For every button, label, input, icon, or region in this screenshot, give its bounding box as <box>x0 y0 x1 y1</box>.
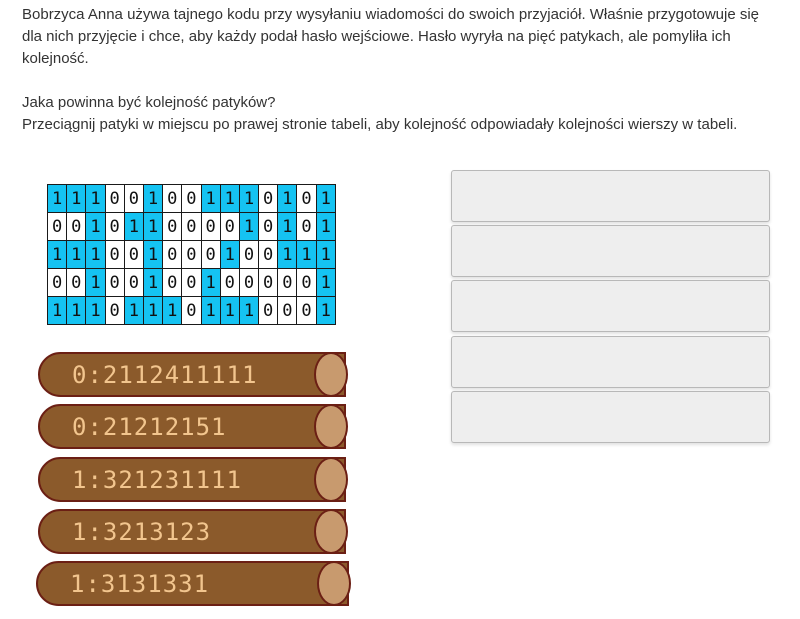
intro-text: Bobrzyca Anna używa tajnego kodu przy wysyłaniu wiadomości do swoich przyjaciół. Właśnie przygotowuje się dla nich przyjęcie i chce, aby każdy podał hasło wejściowe. Hasło wyryła na pięć patykach, ale pomyliła ich kolejność. <box>22 6 760 67</box>
grid-cell: 0 <box>105 213 124 241</box>
grid-cell: 1 <box>143 241 162 269</box>
drop-slot-3[interactable] <box>451 280 770 332</box>
binary-grid <box>47 184 336 325</box>
grid-cell: 0 <box>182 185 201 213</box>
grid-cell: 0 <box>297 185 316 213</box>
drop-slot-5[interactable] <box>451 391 770 443</box>
stick-label: 0:2112411111 <box>72 360 258 389</box>
stick-end <box>314 509 348 554</box>
grid-cell: 0 <box>239 241 258 269</box>
grid-cell: 0 <box>259 269 278 297</box>
grid-cell: 1 <box>239 213 258 241</box>
grid-row <box>48 297 336 325</box>
grid-cell: 1 <box>48 297 67 325</box>
grid-cell: 0 <box>182 241 201 269</box>
drop-slot-4[interactable] <box>451 336 770 388</box>
stick-label: 0:21212151 <box>72 412 227 441</box>
grid-cell: 0 <box>278 269 297 297</box>
grid-cell: 0 <box>67 269 86 297</box>
grid-cell: 0 <box>163 241 182 269</box>
grid-cell: 1 <box>86 241 105 269</box>
grid-cell: 1 <box>124 213 143 241</box>
grid-cell: 1 <box>67 241 86 269</box>
grid-cell: 1 <box>124 297 143 325</box>
stick-label: 1:321231111 <box>72 465 242 494</box>
stick-4[interactable] <box>36 561 349 606</box>
stick-end <box>314 352 348 397</box>
question-text: Jaka powinna być kolejność patyków? <box>22 94 276 111</box>
grid-cell: 1 <box>163 297 182 325</box>
grid-cell: 0 <box>163 185 182 213</box>
grid-row <box>48 241 336 269</box>
grid-cell: 0 <box>297 269 316 297</box>
grid-cell: 1 <box>316 185 335 213</box>
stick-3[interactable] <box>38 509 346 554</box>
grid-cell: 1 <box>278 185 297 213</box>
grid-cell: 0 <box>259 297 278 325</box>
grid-cell: 1 <box>86 269 105 297</box>
grid-row <box>48 269 336 297</box>
grid-cell: 1 <box>239 185 258 213</box>
grid-cell: 1 <box>316 297 335 325</box>
grid-cell: 0 <box>105 297 124 325</box>
grid-cell: 0 <box>163 213 182 241</box>
grid-cell: 1 <box>86 213 105 241</box>
grid-cell: 0 <box>182 297 201 325</box>
grid-cell: 0 <box>297 297 316 325</box>
grid-cell: 1 <box>143 185 162 213</box>
grid-cell: 1 <box>143 297 162 325</box>
grid-cell: 1 <box>143 269 162 297</box>
grid-cell: 0 <box>259 241 278 269</box>
grid-cell: 0 <box>182 213 201 241</box>
grid-cell: 0 <box>278 297 297 325</box>
grid-cell: 0 <box>67 213 86 241</box>
grid-cell: 0 <box>105 241 124 269</box>
grid-cell: 0 <box>124 269 143 297</box>
grid-cell: 0 <box>48 269 67 297</box>
grid-cell: 0 <box>259 185 278 213</box>
grid-cell: 1 <box>278 241 297 269</box>
drop-slot-1[interactable] <box>451 170 770 222</box>
drop-slot-2[interactable] <box>451 225 770 277</box>
grid-cell: 1 <box>48 185 67 213</box>
grid-cell: 1 <box>220 297 239 325</box>
grid-cell: 1 <box>316 241 335 269</box>
grid-cell: 1 <box>201 269 220 297</box>
grid-cell: 0 <box>163 269 182 297</box>
stick-1[interactable] <box>38 404 346 449</box>
grid-row <box>48 213 336 241</box>
grid-cell: 1 <box>48 241 67 269</box>
grid-cell: 1 <box>86 297 105 325</box>
grid-cell: 0 <box>201 213 220 241</box>
grid-cell: 1 <box>278 213 297 241</box>
stick-label: 1:3213123 <box>72 517 212 546</box>
grid-cell: 1 <box>201 297 220 325</box>
grid-cell: 1 <box>220 185 239 213</box>
grid-cell: 0 <box>48 213 67 241</box>
grid-cell: 1 <box>143 213 162 241</box>
grid-cell: 0 <box>297 213 316 241</box>
grid-cell: 1 <box>239 297 258 325</box>
stick-end <box>317 561 351 606</box>
stick-2[interactable] <box>38 457 346 502</box>
stick-end <box>314 457 348 502</box>
stick-end <box>314 404 348 449</box>
grid-cell: 0 <box>201 241 220 269</box>
grid-cell: 0 <box>124 185 143 213</box>
grid-cell: 1 <box>316 213 335 241</box>
grid-cell: 0 <box>105 185 124 213</box>
grid-cell: 0 <box>220 213 239 241</box>
grid-cell: 0 <box>220 269 239 297</box>
stick-0[interactable] <box>38 352 346 397</box>
grid-row <box>48 185 336 213</box>
grid-cell: 0 <box>239 269 258 297</box>
instruction-text: Przeciągnij patyki w miejscu po prawej stronie tabeli, aby kolejność odpowiadały kolejności wierszy w tabeli. <box>22 116 738 133</box>
grid-cell: 1 <box>316 269 335 297</box>
stick-label: 1:3131331 <box>70 569 210 598</box>
grid-cell: 0 <box>105 269 124 297</box>
grid-cell: 1 <box>67 297 86 325</box>
grid-cell: 1 <box>67 185 86 213</box>
grid-cell: 1 <box>86 185 105 213</box>
grid-cell: 1 <box>220 241 239 269</box>
grid-cell: 1 <box>297 241 316 269</box>
grid-cell: 0 <box>124 241 143 269</box>
grid-cell: 0 <box>182 269 201 297</box>
grid-cell: 1 <box>201 185 220 213</box>
grid-cell: 0 <box>259 213 278 241</box>
